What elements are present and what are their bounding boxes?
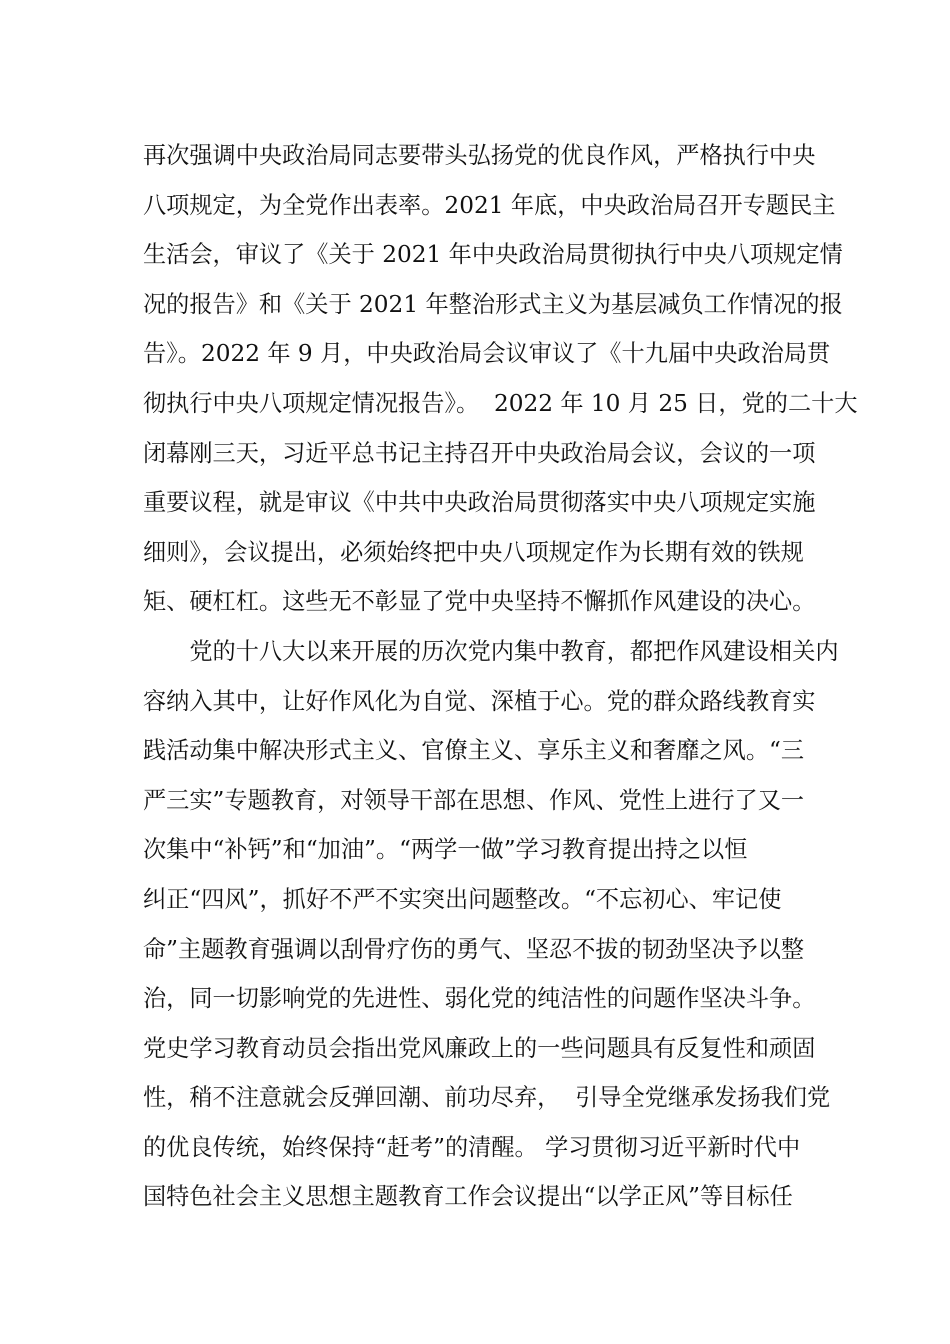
text-line: 告》。2022 年 9 月，中央政治局会议审议了《十九届中央政治局贯 bbox=[143, 340, 831, 368]
text-line: 严三实”专题教育，对领导干部在思想、作风、党性上进行了又一 bbox=[143, 786, 805, 814]
text-line: 细则》，会议提出，必须始终把中央八项规定作为长期有效的铁规 bbox=[143, 538, 804, 566]
text-line: 矩、硬杠杠。这些无不彰显了党中央坚持不懈抓作风建设的决心。 bbox=[143, 588, 816, 616]
text-line: 八项规定，为全党作出表率。2021 年底，中央政治局召开专题民主 bbox=[143, 191, 836, 219]
text-line: 彻执行中央八项规定情况报告》。 2022 年 10 月 25 日，党的二十大 bbox=[143, 389, 858, 417]
text-line: 党史学习教育动员会指出党风廉政上的一些问题具有反复性和顽固 bbox=[143, 1034, 816, 1062]
text-line: 容纳入其中，让好作风化为自觉、深植于心。党的群众路线教育实 bbox=[143, 687, 816, 715]
text-line: 命”主题教育强调以刮骨疗伤的勇气、坚忍不拔的韧劲坚决予以整 bbox=[143, 935, 805, 963]
text-line: 的优良传统，始终保持“赶考”的清醒。 学习贯彻习近平新时代中 bbox=[143, 1133, 801, 1161]
text-line: 重要议程，就是审议《中共中央政治局贯彻落实中央八项规定实施 bbox=[143, 489, 816, 517]
text-line: 国特色社会主义思想主题教育工作会议提出“以学正风”等目标任 bbox=[143, 1183, 793, 1211]
text-line: 再次强调中央政治局同志要带头弘扬党的优良作风，严格执行中央 bbox=[143, 142, 816, 169]
text-line: 性，稍不注意就会反弹回潮、前功尽弃， 引导全党继承发扬我们党 bbox=[143, 1084, 831, 1112]
text-line: 闭幕刚三天，习近平总书记主持召开中央政治局会议，会议的一项 bbox=[143, 439, 816, 467]
text-line: 党的十八大以来开展的历次党内集中教育，都把作风建设相关内 bbox=[143, 637, 839, 665]
text-line: 生活会，审议了《关于 2021 年中央政治局贯彻执行中央八项规定情 bbox=[143, 241, 843, 269]
text-line: 况的报告》和《关于 2021 年整治形式主义为基层减负工作情况的报 bbox=[143, 290, 843, 318]
text-line: 次集中“补钙”和“加油”。“两学一做”学习教育提出持之以恒 bbox=[143, 836, 748, 864]
text-line: 纠正“四风”，抓好不严不实突出问题整改。“不忘初心、牢记使 bbox=[143, 885, 782, 913]
text-line: 治，同一切影响党的先进性、弱化党的纯洁性的问题作坚决斗争。 bbox=[143, 985, 816, 1013]
body-text bbox=[143, 131, 858, 1222]
text-line: 践活动集中解决形式主义、官僚主义、享乐主义和奢靡之风。“三 bbox=[143, 737, 805, 765]
